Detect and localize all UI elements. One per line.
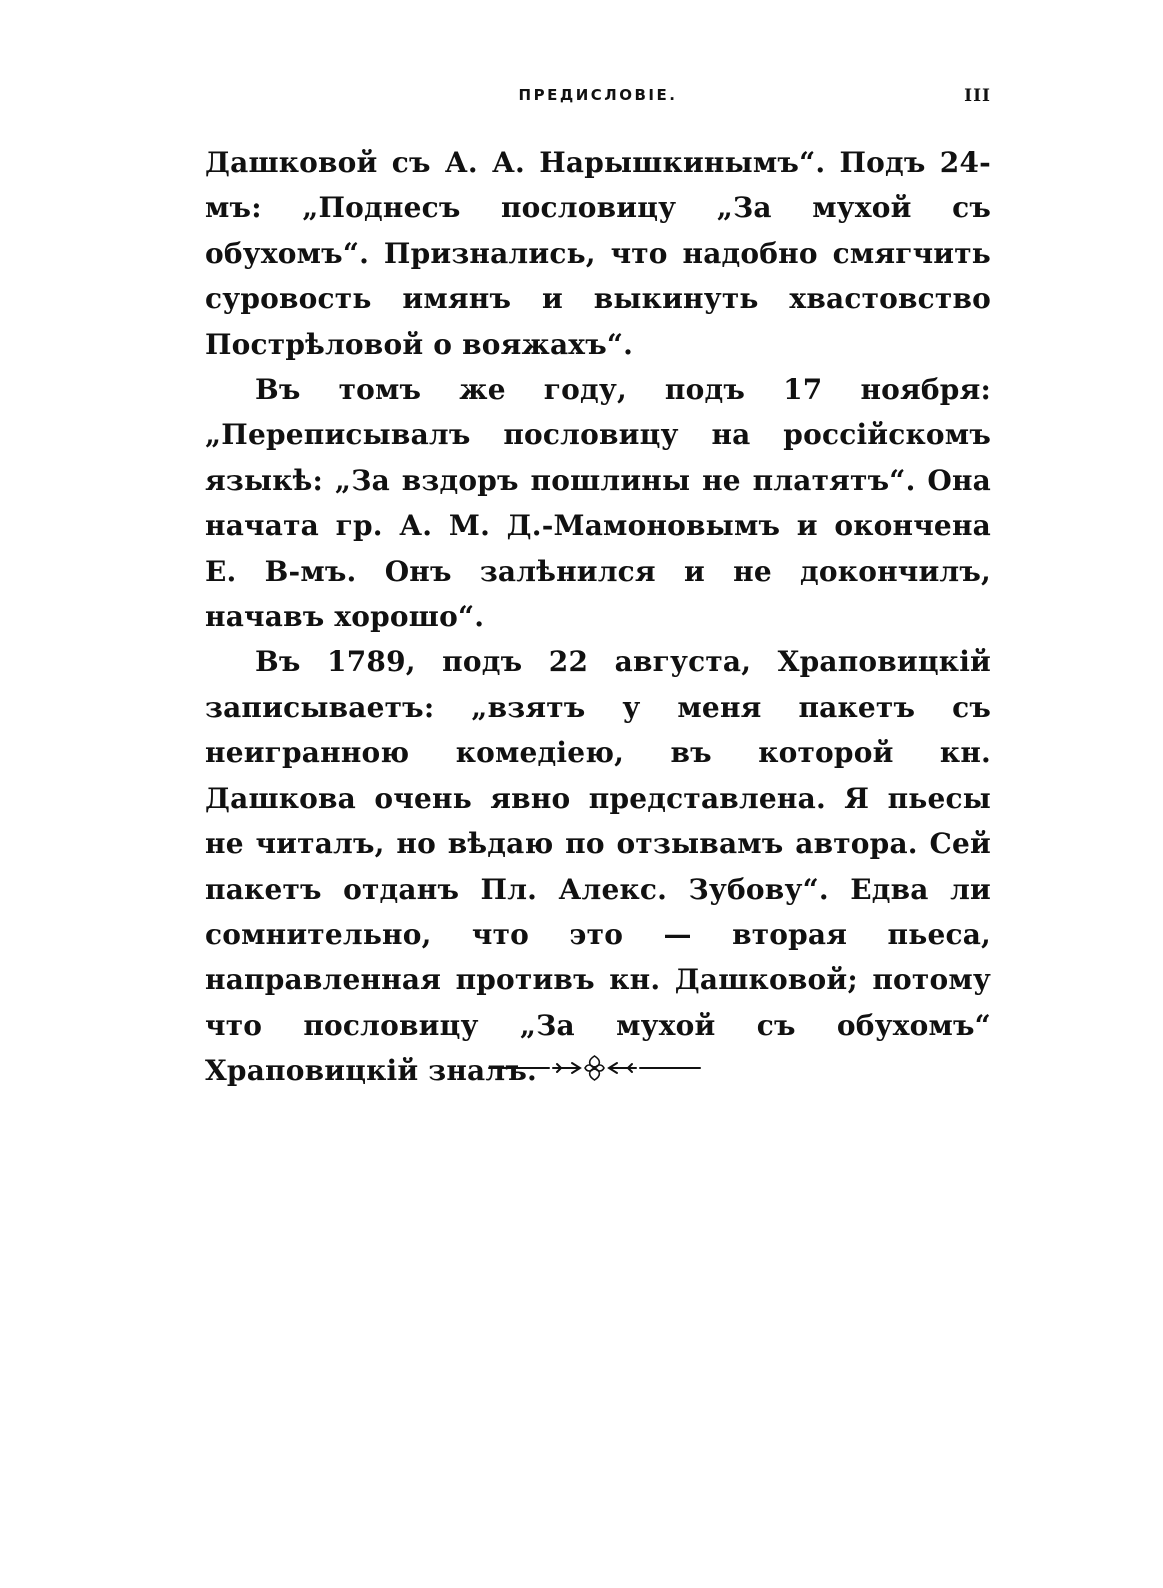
running-head [205, 86, 991, 110]
running-title: ПРЕДИСЛОВІЕ. [518, 86, 678, 104]
paragraph-november: Въ томъ же году, подъ 17 ноября: „Переписывалъ пословицу на россійскомъ языкѣ: „За вздоръ пошлины не платятъ“. Она начата гр. А. М. Д.-Мамоновымъ и окончена Е. В-мъ. Онъ залѣнился и не докончилъ, начавъ хорошо“. [205, 373, 991, 634]
fleuron-divider-icon [487, 1053, 702, 1083]
paragraph-continuation: Дашковой съ А. А. Нарышкинымъ“. Подъ 24-мъ: „Поднесъ пословицу „За мухой съ обухомъ“. Признались, что надобно смягчить суровость имянъ и выкинуть хвастовство Пострѣловой о вояжахъ“. [205, 146, 991, 361]
page-number: III [964, 86, 991, 106]
paragraph-1789: Въ 1789, подъ 22 августа, Храповицкій записываетъ: „взятъ у меня пакетъ съ неигранною комедіею, въ которой кн. Дашкова очень явно представлена. Я пьесы не читалъ, но вѣдаю по отзывамъ автора. Сей пакетъ отданъ Пл. Алекс. Зубову“. Едва ли сомнительно, что это — вторая пьеса, направленная противъ кн. Дашковой; потому что пословицу „За мухой съ обухомъ“ Храповицкій зналъ. [205, 645, 991, 1088]
body-text [205, 140, 991, 1094]
